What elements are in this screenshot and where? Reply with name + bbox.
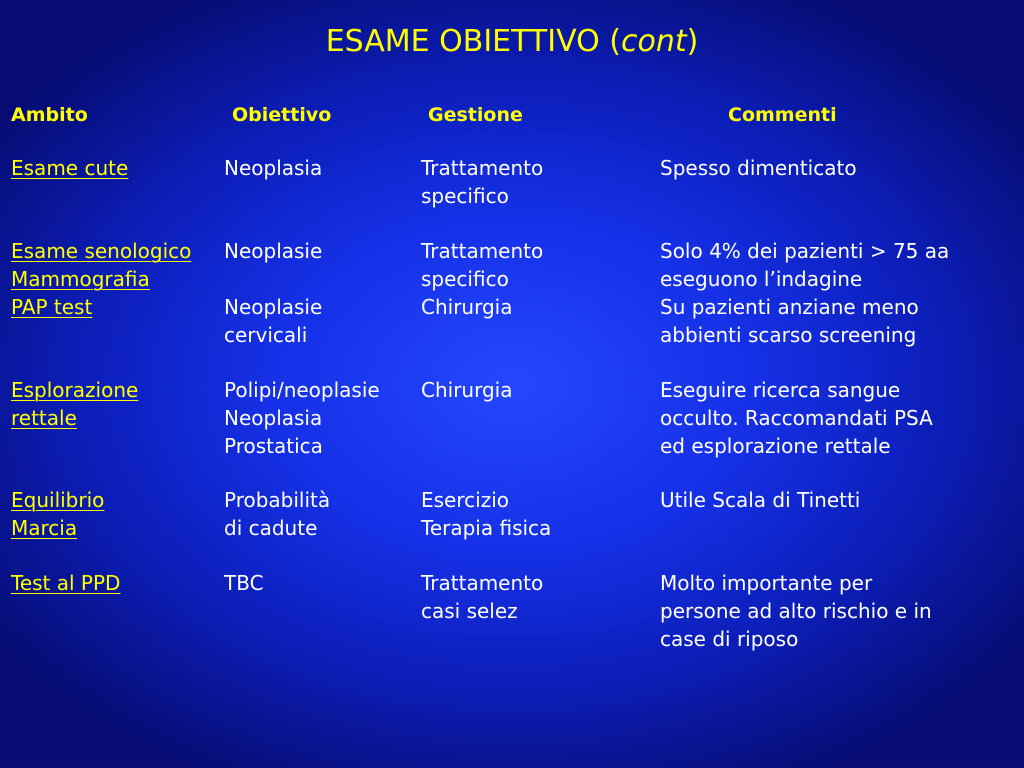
row-pap-commenti <box>660 293 919 349</box>
row-ppd-ambito <box>11 569 120 597</box>
row-ppd-commenti <box>660 569 932 653</box>
header-commenti: Commenti <box>728 104 837 126</box>
cell-text: Eseguire ricerca sangue <box>660 378 901 402</box>
link-marcia[interactable]: Marcia <box>11 516 78 540</box>
cell-text: Polipi/neoplasie <box>224 378 380 402</box>
row-esplorazione-commenti <box>660 376 933 460</box>
row-equilibrio-obiettivo <box>224 486 330 542</box>
link-equilibrio[interactable]: Equilibrio <box>11 488 105 512</box>
cell-text: Trattamento <box>421 239 544 263</box>
cell-text: Chirurgia <box>421 295 513 319</box>
slide-title-italic: cont <box>620 24 687 59</box>
cell-text: di cadute <box>224 516 318 540</box>
header-obiettivo: Obiettivo <box>232 104 332 126</box>
cell-text: case di riposo <box>660 627 799 651</box>
header-gestione: Gestione <box>428 104 523 126</box>
cell-text: Molto importante per <box>660 571 873 595</box>
row-esame-cute-ambito <box>11 154 128 182</box>
link-esplorazione[interactable]: Esplorazione <box>11 378 139 402</box>
row-senologico-obiettivo <box>224 237 322 265</box>
cell-text: occulto. Raccomandati PSA <box>660 406 933 430</box>
cell-text: Neoplasia <box>224 406 323 430</box>
row-senologico-gestione <box>421 237 543 293</box>
cell-text: Solo 4% dei pazienti > 75 aa <box>660 239 950 263</box>
cell-text: Trattamento <box>421 571 544 595</box>
link-test-al-ppd[interactable]: Test al PPD <box>11 571 121 595</box>
cell-text: TBC <box>224 571 264 595</box>
cell-text: Neoplasie <box>224 295 323 319</box>
row-ppd-gestione <box>421 569 543 625</box>
slide-title-main: ESAME OBIETTIVO ( <box>325 24 621 59</box>
row-esame-cute-gestione <box>421 154 543 210</box>
row-esame-cute-obiettivo <box>224 154 322 182</box>
cell-text: Terapia fisica <box>421 516 552 540</box>
row-esplorazione-gestione <box>421 376 512 404</box>
row-pap-gestione <box>421 293 512 321</box>
cell-text: casi selez <box>421 599 518 623</box>
cell-text: Probabilità <box>224 488 331 512</box>
link-pap-test[interactable]: PAP test <box>11 295 93 319</box>
link-rettale[interactable]: rettale <box>11 406 77 430</box>
cell-text: Chirurgia <box>421 378 513 402</box>
cell-text: eseguono l’indagine <box>660 267 863 291</box>
row-esplorazione-obiettivo <box>224 376 380 460</box>
cell-text: specifico <box>421 184 509 208</box>
row-ppd-obiettivo <box>224 569 264 597</box>
cell-text: Neoplasia <box>224 156 323 180</box>
row-esplorazione-ambito <box>11 376 138 432</box>
row-equilibrio-ambito <box>11 486 104 542</box>
row-senologico-commenti <box>660 237 949 293</box>
cell-text: Esercizio <box>421 488 509 512</box>
cell-text: specifico <box>421 267 509 291</box>
cell-text: Utile Scala di Tinetti <box>660 488 861 512</box>
header-ambito: Ambito <box>11 104 88 126</box>
link-esame-cute[interactable]: Esame cute <box>11 156 129 180</box>
cell-text: cervicali <box>224 323 308 347</box>
link-esame-senologico[interactable]: Esame senologico <box>11 239 192 263</box>
cell-text: ed esplorazione rettale <box>660 434 891 458</box>
row-esame-cute-commenti <box>660 154 857 182</box>
cell-text: Spesso dimenticato <box>660 156 857 180</box>
row-equilibrio-commenti <box>660 486 860 514</box>
cell-text: Trattamento <box>421 156 544 180</box>
slide-title <box>0 22 1024 62</box>
cell-text: persone ad alto rischio e in <box>660 599 932 623</box>
cell-text: Su pazienti anziane meno <box>660 295 919 319</box>
row-senologico-ambito <box>11 237 191 293</box>
row-pap-obiettivo <box>224 293 322 349</box>
row-pap-ambito <box>11 293 92 321</box>
row-equilibrio-gestione <box>421 486 551 542</box>
cell-text: Prostatica <box>224 434 323 458</box>
cell-text: Neoplasie <box>224 239 323 263</box>
slide-title-close: ) <box>686 24 699 59</box>
link-mammografia[interactable]: Mammografia <box>11 267 150 291</box>
cell-text: abbienti scarso screening <box>660 323 917 347</box>
